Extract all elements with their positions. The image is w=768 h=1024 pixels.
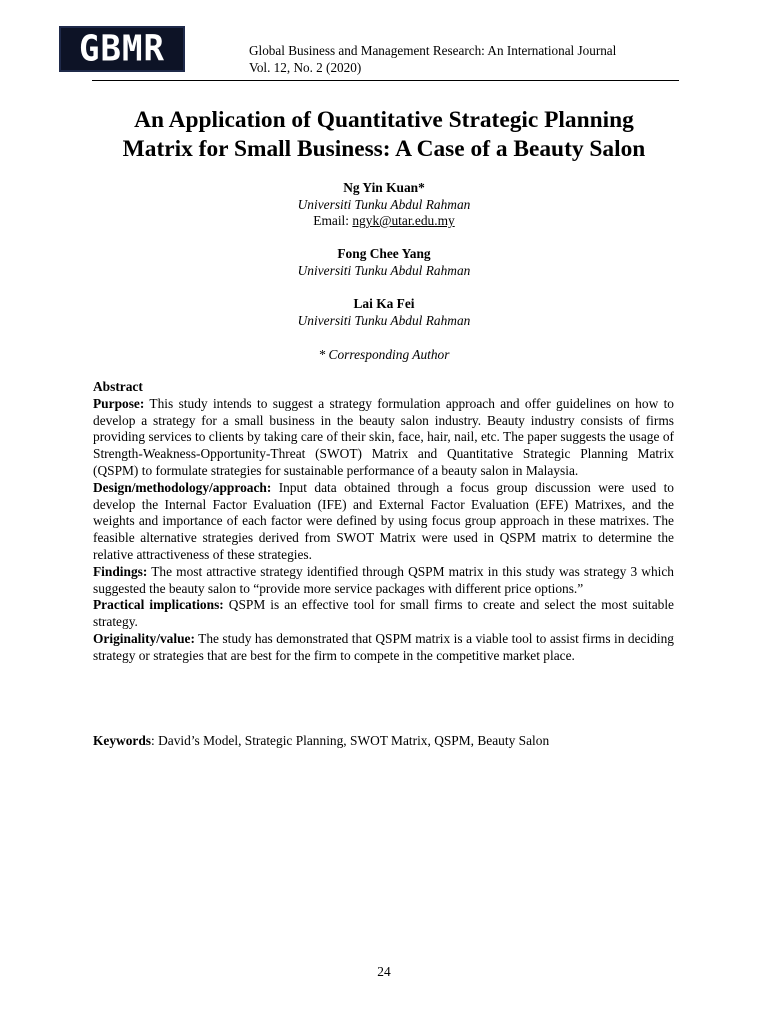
practical-text: QSPM is an effective tool for small firms to create and select the most suitable strategy. — [93, 597, 674, 630]
author-2 — [0, 246, 768, 279]
author-affiliation: Universiti Tunku Abdul Rahman — [297, 262, 471, 278]
journal-volume: Vol. 12, No. 2 (2020) — [249, 60, 362, 75]
logo-text: GBMR — [79, 28, 165, 71]
purpose-label: Purpose: — [93, 395, 145, 411]
findings-label: Findings: — [93, 563, 148, 579]
journal-logo — [59, 26, 185, 72]
journal-name: Global Business and Management Research: An International Journal — [249, 43, 617, 58]
author-3 — [0, 296, 768, 329]
abstract-design — [93, 480, 674, 564]
originality-label: Originality/value: — [93, 630, 195, 646]
keywords-line — [93, 733, 674, 750]
author-name: Ng Yin Kuan* — [343, 180, 425, 195]
paper-title — [60, 106, 708, 164]
email-label: Email: — [313, 213, 353, 228]
findings-text: The most attractive strategy identified through QSPM matrix in this study was strategy 3 which suggested the beauty salon to “provide more service packages with different price options.” — [93, 563, 674, 596]
journal-header — [249, 42, 616, 76]
author-1 — [0, 180, 768, 230]
author-name: Fong Chee Yang — [337, 246, 431, 261]
author-email — [0, 213, 768, 230]
email-link[interactable]: ngyk@utar.edu.my — [352, 213, 455, 228]
author-affiliation: Universiti Tunku Abdul Rahman — [297, 196, 471, 212]
design-text: Input data obtained through a focus group discussion were used to develop the Internal Factor Evaluation (IFE) and External Factor Evaluation (EFE) Matrixes, and the weights and importance of each factor were defined by using focus group approach in these matrixes. The feasible alternative strategies derived from SWOT Matrix were used in QSPM matrix to determine the relative attractiveness of these strategies. — [93, 479, 674, 562]
purpose-text: This study intends to suggest a strategy formulation approach and offer guidelines on how to develop a strategy for a small business in the beauty salon industry. Beauty industry consists of firms providing services to clients by taking care of their skin, face, hair, nail, etc. The paper suggests the usage of Strength-Weakness-Opportunity-Threat (SWOT) Matrix and Quantitative Strategic Planning Matrix (QSPM) to formulate strategies for sustainable performance of a beauty salon in Malaysia. — [93, 395, 674, 478]
header-divider — [92, 80, 679, 81]
author-affiliation: Universiti Tunku Abdul Rahman — [297, 312, 471, 328]
practical-label: Practical implications: — [93, 597, 224, 613]
abstract-section — [93, 379, 674, 665]
design-label: Design/methodology/approach: — [93, 479, 272, 495]
keywords-text: : David’s Model, Strategic Planning, SWOT Matrix, QSPM, Beauty Salon — [151, 733, 550, 748]
corresponding-author-note: * Corresponding Author — [318, 347, 450, 362]
abstract-purpose — [93, 396, 674, 480]
abstract-heading: Abstract — [93, 379, 143, 394]
keywords-label: Keywords — [93, 733, 152, 748]
title-line-2: Matrix for Small Business: A Case of a Beauty Salon — [122, 136, 646, 162]
title-line-1: An Application of Quantitative Strategic Planning — [134, 107, 634, 133]
page-number: 24 — [377, 964, 391, 979]
abstract-findings — [93, 564, 674, 598]
author-name: Lai Ka Fei — [353, 296, 415, 311]
originality-text: The study has demonstrated that QSPM matrix is a viable tool to assist firms in deciding strategy or strategies that are best for the firm to compete in the competitive market place. — [93, 630, 674, 663]
abstract-originality — [93, 631, 674, 665]
abstract-practical — [93, 597, 674, 631]
